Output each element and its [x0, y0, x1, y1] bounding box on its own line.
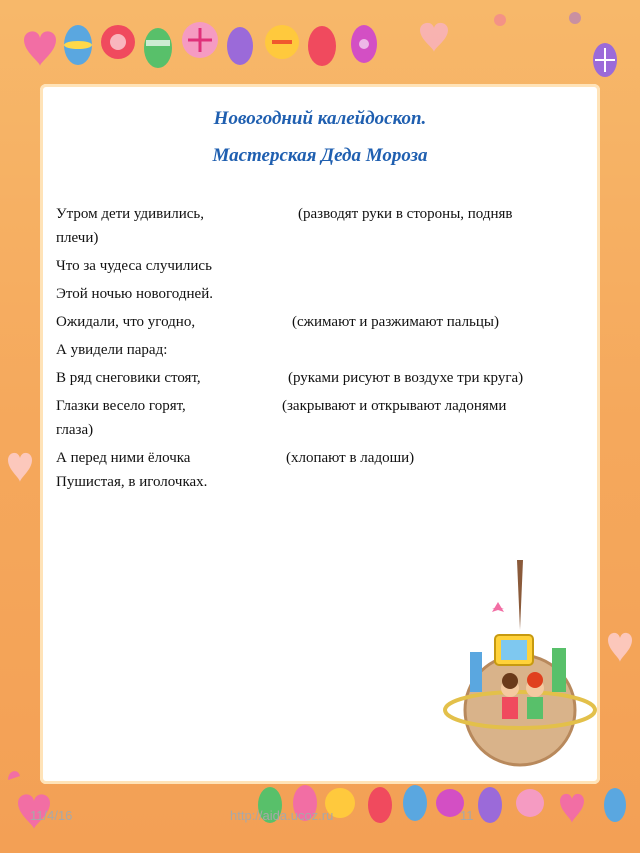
poem-line: Глазки весело горят, (закрывают и открывают ладонями — [56, 395, 596, 417]
gesture-note: (хлопают в ладоши) — [286, 450, 415, 466]
poem-line: А перед ними ёлочка (хлопают в ладоши) — [56, 447, 596, 469]
gesture-note: (руками рисуют в воздухе три круга) — [288, 370, 524, 386]
gesture-note: (сжимают и разжимают пальцы) — [292, 314, 499, 330]
top-border-ornaments — [0, 0, 640, 80]
poem-line: Утром дети удивились, (разводят руки в стороны, подняв — [56, 203, 596, 225]
poem-line: В ряд снеговики стоят, (руками рисуют в воздухе три круга) — [56, 367, 596, 389]
poem-line: Этой ночью новогодней. — [56, 286, 213, 302]
poem-line: Пушистая, в иголочках. — [56, 474, 208, 490]
poem — [56, 203, 596, 493]
poem-line: Ожидали, что угодно, (сжимают и разжимают пальцы) — [56, 311, 596, 333]
heart-icon — [24, 31, 56, 66]
right-border-ornaments — [600, 80, 640, 780]
footer-date: 11/4/16 — [30, 808, 73, 823]
children-globe-illustration — [440, 560, 600, 770]
poem-line: плечи) — [56, 230, 99, 246]
page-title: Новогодний калейдоскоп. — [213, 108, 427, 129]
poem-line: А увидели парад: — [56, 342, 168, 358]
slide-number: 11 — [460, 808, 474, 823]
left-border-ornaments — [0, 80, 40, 780]
gesture-note: (закрывают и открывают ладонями — [282, 398, 507, 414]
footer-url[interactable]: http://aida.ucoz.ru — [230, 808, 334, 823]
poem-line: глаза) — [56, 422, 94, 438]
gesture-note: (разводят руки в стороны, подняв — [298, 206, 513, 222]
page-subtitle: Мастерская Деда Мороза — [212, 145, 428, 166]
poem-line: Что за чудеса случились — [56, 258, 212, 274]
